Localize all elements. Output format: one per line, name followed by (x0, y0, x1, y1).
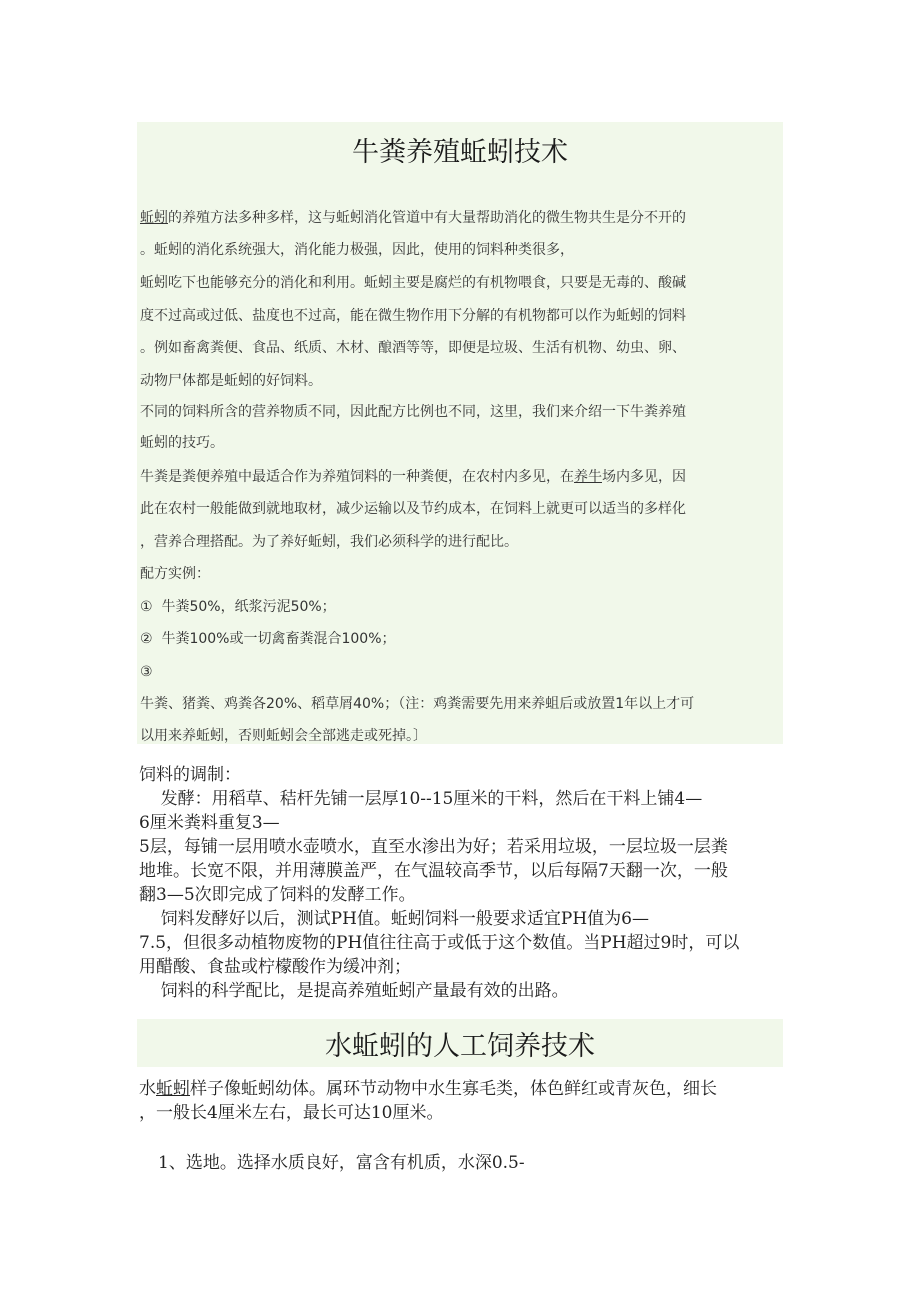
section2-intro (139, 1078, 789, 1102)
intro-text-before: 水 (139, 1079, 156, 1099)
para1-line (140, 202, 780, 235)
para1-text: 的养殖方法多种多样，这与蚯蚓消化管道中有大量帮助消化的微生物共生是分不开的 (168, 210, 686, 226)
text-line: 。蚯蚓的消化系统强大，消化能力极强，因此，使用的饲料种类很多， (140, 242, 574, 258)
cow-para-line (140, 461, 780, 494)
recipe-heading: 配方实例： (140, 566, 210, 582)
feed-line: 7.5，但很多动植物废物的PH值往往高于或低于这个数值。当PH超过9时，可以 (139, 933, 740, 953)
recipe-item: ③ (140, 664, 153, 680)
section2-intro-line: ，一般长4厘米左右，最长可达10厘米。 (139, 1103, 444, 1123)
recipe-note: 以用来养蚯蚓，否则蚯蚓会全部逃走或死掉。〕 (140, 728, 427, 744)
feed-heading: 饲料的调制： (139, 765, 241, 785)
feed-line: 地堆。长宽不限，并用薄膜盖严，在气温较高季节，以后每隔7天翻一次，一般 (139, 861, 728, 881)
cow-text-after: 场内多见，因 (602, 469, 686, 485)
feed-line: 6厘米粪料重复3— (139, 813, 280, 833)
text-line: 度不过高或过低、盐度也不过高，能在微生物作用下分解的有机物都可以作为蚯蚓的饲料 (140, 308, 686, 324)
recipe-item: ① 牛粪50%，纸浆污泥50%； (140, 599, 336, 615)
feed-line: 5层，每铺一层用喷水壶喷水，直至水渗出为好；若采用垃圾，一层垃圾一层粪 (139, 837, 728, 857)
text-line: 。例如畜禽粪便、食品、纸质、木材、酿酒等等，即便是垃圾、生活有机物、幼虫、卵、 (140, 340, 686, 356)
feed-line: 翻3—5次即完成了饲料的发酵工作。 (139, 885, 416, 905)
text-line: 不同的饲料所含的营养物质不同，因此配方比例也不同，这里，我们来介绍一下牛粪养殖 (140, 404, 686, 420)
feed-line: 用醋酸、食盐或柠檬酸作为缓冲剂； (139, 957, 411, 977)
text-line: 动物尸体都是蚯蚓的好饲料。 (140, 373, 322, 389)
recipe-item-detail: 牛粪、猪粪、鸡粪各20%、稻草屑40%；（注：鸡粪需要先用来养蛆后或放置1年以上才可 (140, 696, 695, 712)
text-line: ，营养合理搭配。为了养好蚯蚓，我们必须科学的进行配比。 (140, 534, 518, 550)
earthworm-link[interactable]: 蚯蚓 (140, 210, 168, 226)
step-item: 1、选地。选择水质良好，富含有机质，水深0.5- (158, 1153, 525, 1173)
section2-title: 水蚯蚓的人工饲养技术 (325, 1031, 595, 1062)
section1-title: 牛粪养殖蚯蚓技术 (352, 137, 568, 168)
cow-text-before: 牛粪是粪便养殖中最适合作为养殖饲料的一种粪便，在农村内多见，在 (140, 469, 574, 485)
text-line: 蚯蚓的技巧。 (140, 435, 224, 451)
text-line: 此在农村一般能做到就地取材，减少运输以及节约成本，在饲料上就更可以适当的多样化 (140, 501, 686, 517)
section2-box (137, 1019, 783, 1067)
feed-line: 发酵：用稻草、秸杆先铺一层厚10--15厘米的干料，然后在干料上铺4— (139, 789, 703, 809)
section1-box (137, 122, 783, 744)
intro-text-after: 样子像蚯蚓幼体。属环节动物中水生寡毛类，体色鲜红或青灰色，细长 (190, 1079, 717, 1099)
feed-line: 饲料发酵好以后，测试PH值。蚯蚓饲料一般要求适宜PH值为6— (139, 909, 649, 929)
text-line: 蚯蚓吃下也能够充分的消化和利用。蚯蚓主要是腐烂的有机物喂食，只要是无毒的、酸碱 (140, 275, 686, 291)
feed-line: 饲料的科学配比，是提高养殖蚯蚓产量最有效的出路。 (139, 981, 569, 1001)
earthworm-link-2[interactable]: 蚯蚓 (156, 1079, 190, 1099)
cattle-farming-link[interactable]: 养牛 (574, 469, 602, 485)
recipe-item: ② 牛粪100%或一切禽畜粪混合100%； (140, 631, 396, 647)
